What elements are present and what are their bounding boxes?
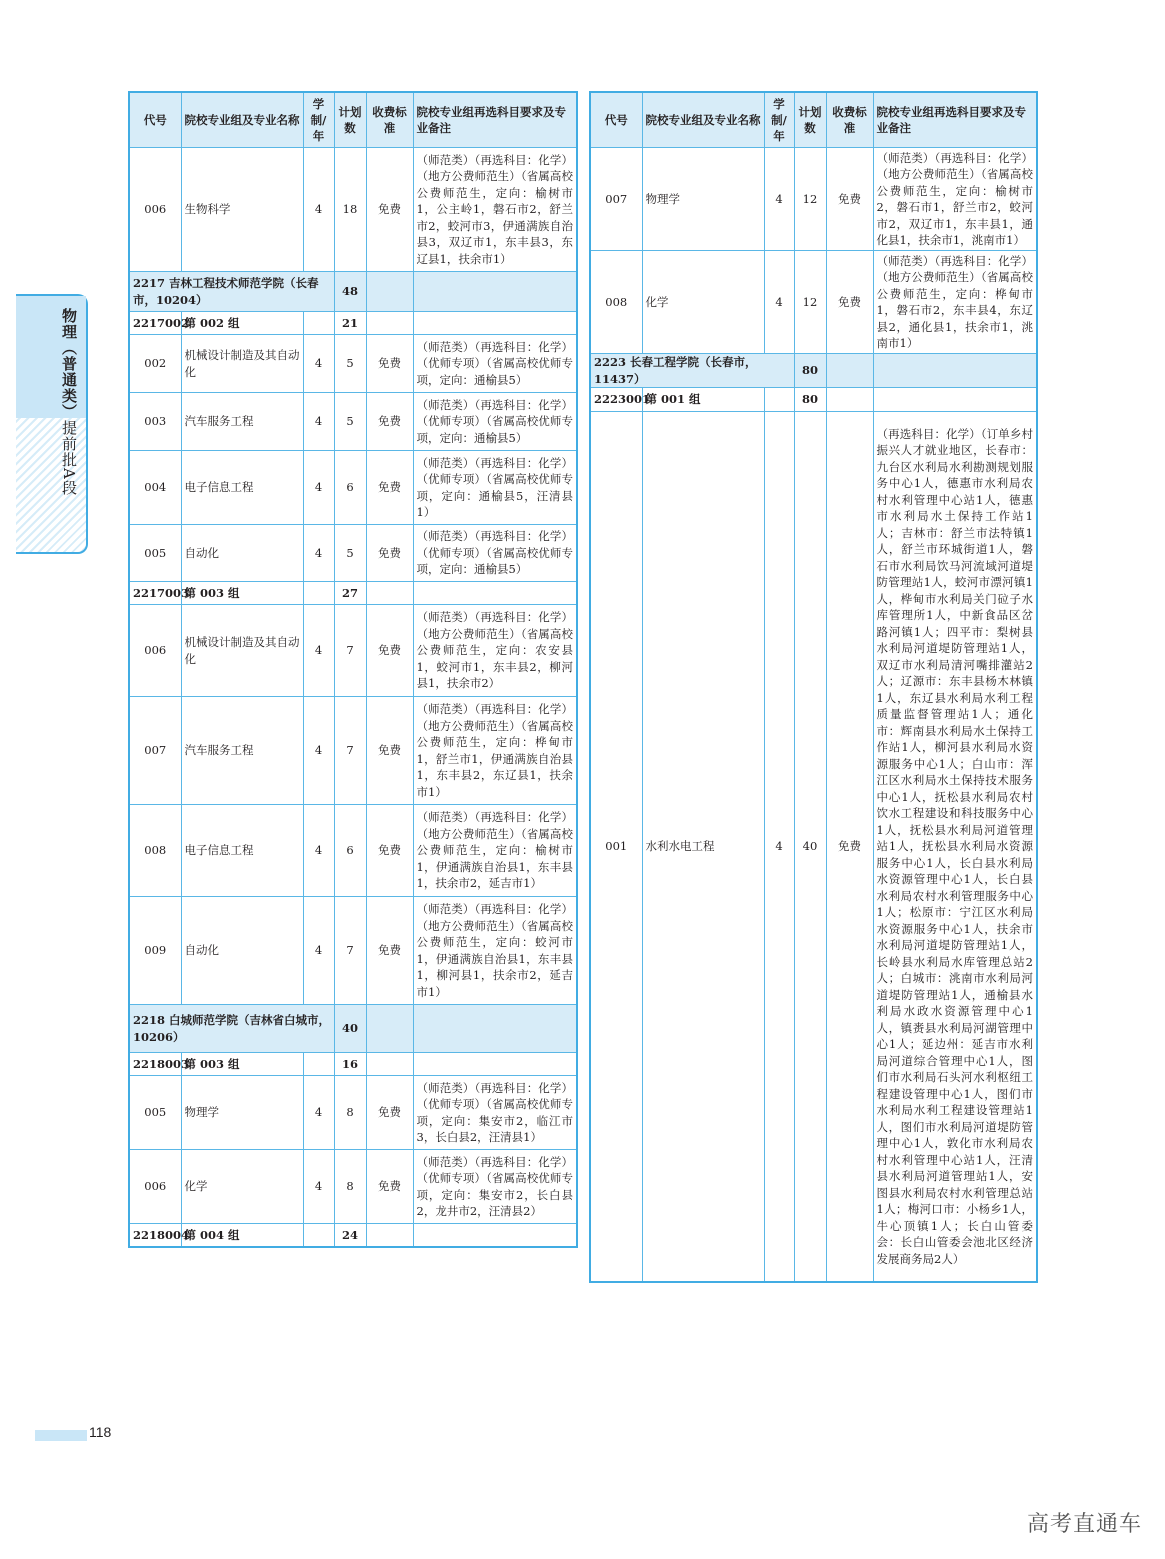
major-years: 4	[303, 148, 334, 272]
major-name: 机械设计制造及其自动化	[181, 335, 303, 393]
college-fee	[366, 272, 413, 312]
major-note: （师范类）（再选科目：化学）（地方公费师范生）（省属高校公费师范生，定向：农安县1，蛟河市1，东丰县2，柳河县1，扶余市2）	[413, 605, 577, 697]
college-note	[873, 354, 1037, 388]
admission-table-right	[589, 91, 1038, 1283]
major-row	[590, 412, 1037, 1282]
major-name: 物理学	[642, 148, 764, 251]
major-note: （师范类）（再选科目：化学）（地方公费师范生）（省属高校公费师范生，定向：榆树市1，伊通满族自治县1，东丰县1，扶余市2，延吉市1）	[413, 805, 577, 897]
major-code: 001	[590, 412, 642, 1282]
group-code: 2218003	[129, 1053, 181, 1076]
group-row	[129, 582, 577, 605]
major-code: 008	[590, 251, 642, 354]
major-code: 006	[129, 1150, 181, 1224]
admission-table-left	[128, 91, 578, 1248]
major-code: 005	[129, 525, 181, 582]
group-note	[413, 582, 577, 605]
major-fee: 免费	[366, 1150, 413, 1224]
major-name: 物理学	[181, 1076, 303, 1150]
major-years: 4	[303, 1076, 334, 1150]
major-name: 汽车服务工程	[181, 393, 303, 451]
major-name: 电子信息工程	[181, 451, 303, 525]
major-note: （师范类）（再选科目：化学）（优师专项）（省属高校优师专项，定向：集安市2，长白县2，龙井市2，汪清县2）	[413, 1150, 577, 1224]
header-code: 代号	[590, 92, 642, 148]
group-note	[413, 312, 577, 335]
group-fee	[826, 388, 873, 412]
header-name: 院校专业组及专业名称	[181, 92, 303, 148]
group-plan: 27	[334, 582, 366, 605]
major-plan: 7	[334, 605, 366, 697]
major-code: 003	[129, 393, 181, 451]
major-plan: 8	[334, 1150, 366, 1224]
major-years: 4	[303, 605, 334, 697]
group-years	[303, 1224, 334, 1247]
major-plan: 7	[334, 697, 366, 805]
major-fee: 免费	[366, 897, 413, 1005]
major-name: 自动化	[181, 525, 303, 582]
group-years	[764, 388, 794, 412]
major-row	[590, 148, 1037, 251]
major-note: （师范类）（再选科目：化学）（优师专项）（省属高校优师专项，定向：集安市2，临江市3，长白县2，汪清县1）	[413, 1076, 577, 1150]
group-name: 第 002 组	[181, 312, 303, 335]
major-note: （师范类）（再选科目：化学）（地方公费师范生）（省属高校公费师范生，定向：桦甸市1，舒兰市1，伊通满族自治县1，东丰县2，东辽县1，扶余市1）	[413, 697, 577, 805]
college-row	[129, 1005, 577, 1053]
header-note: 院校专业组再选科目要求及专业备注	[873, 92, 1037, 148]
table-body	[129, 148, 577, 1247]
header-code: 代号	[129, 92, 181, 148]
major-note: （师范类）（再选科目：化学）（地方公费师范生）（省属高校公费师范生，定向：榆树市2，磐石市1，舒兰市2，蛟河市2，双辽市1，东丰县1，通化县1，扶余市1，洮南市1）	[873, 148, 1037, 251]
major-row	[129, 605, 577, 697]
major-fee: 免费	[366, 525, 413, 582]
major-fee: 免费	[366, 605, 413, 697]
major-fee: 免费	[826, 148, 873, 251]
page-number: 118	[89, 1424, 112, 1440]
major-fee: 免费	[366, 148, 413, 272]
college-plan: 80	[794, 354, 826, 388]
group-row	[590, 388, 1037, 412]
group-name: 第 004 组	[181, 1224, 303, 1247]
major-row	[590, 251, 1037, 354]
table-header	[590, 92, 1037, 148]
major-row	[129, 897, 577, 1005]
major-note: （师范类）（再选科目：化学）（地方公费师范生）（省属高校公费师范生，定向：蛟河市1，伊通满族自治县1，东丰县1，柳河县1，扶余市2，延吉市1）	[413, 897, 577, 1005]
group-row	[129, 1224, 577, 1247]
major-row	[129, 1076, 577, 1150]
major-years: 4	[303, 451, 334, 525]
watermark: 高考直通车	[1027, 1512, 1143, 1537]
college-name: 2217 吉林工程技术师范学院（长春市，10204）	[129, 272, 334, 312]
major-note: （师范类）（再选科目：化学）（优师专项）（省属高校优师专项，定向：通榆县5）	[413, 393, 577, 451]
major-plan: 5	[334, 335, 366, 393]
major-code: 004	[129, 451, 181, 525]
major-note: （师范类）（再选科目：化学）（地方公费师范生）（省属高校公费师范生，定向：榆树市1，公主岭1，磐石市2，舒兰市2，蛟河市3，伊通满族自治县3，双辽市1，东丰县3，东辽县1，扶余市1）	[413, 148, 577, 272]
side-tab-category: （普通类）	[60, 340, 78, 420]
major-plan: 12	[794, 148, 826, 251]
major-row	[129, 697, 577, 805]
major-fee: 免费	[366, 1076, 413, 1150]
major-years: 4	[764, 251, 794, 354]
header-plan: 计划数	[794, 92, 826, 148]
major-years: 4	[303, 697, 334, 805]
page-number-bar	[35, 1430, 87, 1441]
group-fee	[366, 312, 413, 335]
college-name: 2218 白城师范学院（吉林省白城市，10206）	[129, 1005, 334, 1053]
major-note: （师范类）（再选科目：化学）（优师专项）（省属高校优师专项，定向：通榆县5）	[413, 525, 577, 582]
group-fee	[366, 1053, 413, 1076]
header-plan: 计划数	[334, 92, 366, 148]
major-row	[129, 1150, 577, 1224]
side-section-tab	[16, 294, 88, 554]
major-years: 4	[764, 412, 794, 1282]
major-row	[129, 525, 577, 582]
major-fee: 免费	[366, 451, 413, 525]
major-note: （师范类）（再选科目：化学）（优师专项）（省属高校优师专项，定向：通榆县5）	[413, 335, 577, 393]
major-fee: 免费	[826, 412, 873, 1282]
major-code: 009	[129, 897, 181, 1005]
group-years	[303, 582, 334, 605]
college-note	[413, 272, 577, 312]
header-fee: 收费标准	[366, 92, 413, 148]
major-plan: 8	[334, 1076, 366, 1150]
header-years: 学制/年	[303, 92, 334, 148]
major-fee: 免费	[366, 805, 413, 897]
major-years: 4	[303, 805, 334, 897]
major-plan: 12	[794, 251, 826, 354]
major-note: （师范类）（再选科目：化学）（地方公费师范生）（省属高校公费师范生，定向：桦甸市1，磐石市2，东丰县4，东辽县2，通化县1，扶余市1，洮南市1）	[873, 251, 1037, 354]
major-years: 4	[303, 525, 334, 582]
major-plan: 5	[334, 525, 366, 582]
major-row	[129, 393, 577, 451]
major-code: 006	[129, 148, 181, 272]
major-code: 007	[590, 148, 642, 251]
major-fee: 免费	[366, 697, 413, 805]
group-note	[413, 1053, 577, 1076]
major-years: 4	[303, 897, 334, 1005]
major-name: 生物科学	[181, 148, 303, 272]
side-tab-batch: 提前批A段	[60, 420, 78, 496]
group-code: 2217003	[129, 582, 181, 605]
major-years: 4	[303, 335, 334, 393]
major-code: 002	[129, 335, 181, 393]
group-row	[129, 1053, 577, 1076]
group-plan: 21	[334, 312, 366, 335]
major-years: 4	[303, 393, 334, 451]
header-fee: 收费标准	[826, 92, 873, 148]
major-code: 005	[129, 1076, 181, 1150]
header-note: 院校专业组再选科目要求及专业备注	[413, 92, 577, 148]
college-row	[590, 354, 1037, 388]
group-years	[303, 312, 334, 335]
group-name: 第 003 组	[181, 582, 303, 605]
major-fee: 免费	[366, 335, 413, 393]
group-plan: 16	[334, 1053, 366, 1076]
group-row	[129, 312, 577, 335]
group-years	[303, 1053, 334, 1076]
college-plan: 40	[334, 1005, 366, 1053]
group-fee	[366, 1224, 413, 1247]
group-plan: 80	[794, 388, 826, 412]
group-plan: 24	[334, 1224, 366, 1247]
college-fee	[366, 1005, 413, 1053]
major-years: 4	[764, 148, 794, 251]
group-code: 2218004	[129, 1224, 181, 1247]
college-name: 2223 长春工程学院（长春市，11437）	[590, 354, 794, 388]
major-row	[129, 335, 577, 393]
group-code: 2223001	[590, 388, 642, 412]
college-plan: 48	[334, 272, 366, 312]
side-tab-subject: 物理	[60, 308, 78, 340]
major-plan: 7	[334, 897, 366, 1005]
group-name: 第 003 组	[181, 1053, 303, 1076]
major-code: 008	[129, 805, 181, 897]
group-fee	[366, 582, 413, 605]
major-name: 水利水电工程	[642, 412, 764, 1282]
major-plan: 5	[334, 393, 366, 451]
major-plan: 6	[334, 805, 366, 897]
group-note	[413, 1224, 577, 1247]
group-note	[873, 388, 1037, 412]
major-row	[129, 148, 577, 272]
college-row	[129, 272, 577, 312]
side-tab-text	[61, 308, 77, 496]
major-name: 化学	[642, 251, 764, 354]
major-name: 电子信息工程	[181, 805, 303, 897]
major-note: （师范类）（再选科目：化学）（优师专项）（省属高校优师专项，定向：通榆县5，汪清县1）	[413, 451, 577, 525]
major-name: 自动化	[181, 897, 303, 1005]
major-plan: 18	[334, 148, 366, 272]
major-row	[129, 451, 577, 525]
major-code: 007	[129, 697, 181, 805]
major-name: 化学	[181, 1150, 303, 1224]
major-fee: 免费	[366, 393, 413, 451]
major-note: （再选科目：化学）（订单乡村振兴人才就业地区，长春市：九台区水利局水利勘测规划服务中心1人，德惠市水利局农村水利管理中心站1人，德惠市水利局水土保持工作站1人；吉林市：舒兰市法特镇1人，舒兰市环城街道1人，磐石市水利局饮马河流域河道堤防管理站1人，蛟河市漂河镇1人，桦甸市水利局关门砬子水库管理所1人，中新食品区岔路河镇1人；四平市：梨树县水利局河道堤防管理站1人，双辽市水利局清河嘴排灌站2人；辽源市：东丰县杨木林镇1人，东辽县水利局水利工程质量监督管理站1人；通化市：辉南县水利局水土保持工作站1人，柳河县水利局水资源服务中心1人；白山市：浑江区水利局水土保持技术服务中心1人，抚松县水利局农村饮水工程建设和科技服务中心1人，抚松县水利局河道管理站1人，抚松县水利局水资源服务中心1人，长白县水利局水资源管理中心1人，长白县水利局农村水利管理服务中心1人；松原市：宁江区水利局水资源服务中心1人，扶余市水利局河道堤防管理站1人，长岭县水利局水库管理总站2人；白城市：洮南市水利局河道堤防管理站1人，通榆县水利局水政水资源管理中心1人，镇赉县水利局河湖管理中心1人；延边州：延吉市水利局河道综合管理中心1人，图们市水利局石头河水利枢纽工程建设管理中心1人，图们市水利局水利工程建设管理站1人，图们市水利局河道堤防管理中心1人，敦化市水利局农村水利管理中心站1人，汪清县水利局河道管理站1人，安图县水利局农村水利管理总站1人；梅河口市：小杨乡1人，牛心顶镇1人；长白山管委会：长白山管委会池北区经济发展商务局2人）	[873, 412, 1037, 1282]
major-plan: 40	[794, 412, 826, 1282]
major-name: 汽车服务工程	[181, 697, 303, 805]
college-fee	[826, 354, 873, 388]
table-body	[590, 148, 1037, 1282]
major-name: 机械设计制造及其自动化	[181, 605, 303, 697]
header-years: 学制/年	[764, 92, 794, 148]
group-code: 2217002	[129, 312, 181, 335]
table-header	[129, 92, 577, 148]
major-row	[129, 805, 577, 897]
major-years: 4	[303, 1150, 334, 1224]
major-fee: 免费	[826, 251, 873, 354]
college-note	[413, 1005, 577, 1053]
header-name: 院校专业组及专业名称	[642, 92, 764, 148]
major-plan: 6	[334, 451, 366, 525]
group-name: 第 001 组	[642, 388, 764, 412]
major-code: 006	[129, 605, 181, 697]
